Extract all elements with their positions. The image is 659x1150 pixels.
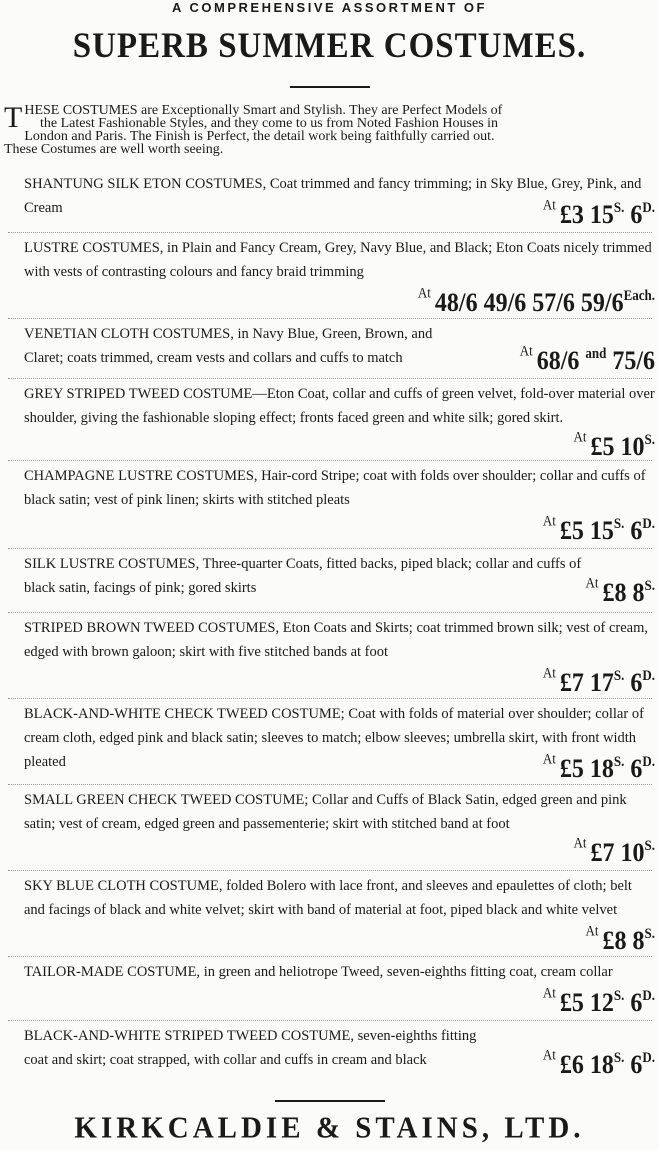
price-at: At — [542, 512, 556, 529]
item-price — [543, 984, 655, 1019]
price-secondary: 6 — [624, 668, 643, 698]
price-secondary: 6 — [624, 754, 643, 784]
price-sup-1: S. — [613, 1048, 625, 1066]
price-at: At — [573, 428, 587, 445]
item-price — [586, 574, 655, 609]
price-main: £5 12 — [559, 988, 614, 1018]
price-sup-2: D. — [642, 1048, 655, 1066]
price-sup-1: S. — [613, 752, 625, 770]
item-price — [574, 834, 655, 869]
item-divider — [8, 378, 652, 379]
item-name: STRIPED BROWN TWEED COSTUMES, — [24, 620, 280, 636]
price-at: At — [542, 1046, 556, 1063]
price-main: £7 17 — [559, 668, 614, 698]
price-main: £5 10 — [590, 432, 645, 462]
item-name: SMALL GREEN CHECK TWEED COSTUME; — [24, 792, 309, 808]
item-name: SHANTUNG SILK ETON COSTUMES, — [24, 176, 267, 192]
item-desc: Eton Coats and Skirts; coat trimmed brown silk; vest of cream, edged with brown galoon; skirt with five stitched bands at foot — [24, 620, 648, 660]
price-main: 68/6 — [536, 346, 580, 376]
price-secondary: 6 — [624, 1050, 643, 1080]
item-name: CHAMPAGNE LUSTRE COSTUMES, — [24, 468, 258, 484]
price-sup-1: S. — [613, 198, 625, 216]
intro-line-4: These Costumes are well worth seeing. — [4, 142, 224, 157]
item-desc: Hair-cord Stripe; coat with folds over shoulder; collar and cuffs of black satin; vest of pink linen; skirts with stitched pleats — [24, 468, 646, 508]
price-sup-2: D. — [642, 752, 655, 770]
item-name: LUSTRE COSTUMES, — [24, 240, 164, 256]
item-name: BLACK-AND-WHITE STRIPED TWEED COSTUME, — [24, 1028, 354, 1044]
price-main: £3 15 — [559, 200, 614, 230]
item-divider — [8, 870, 652, 871]
price-main: 48/6 49/6 57/6 59/6 — [434, 288, 624, 318]
item-desc: folded Bolero with lace front, and sleeves and epaulettes of cloth; belt and facings of black and white velvet; skirt with band of material at foot, piped black and white velvet — [24, 878, 632, 918]
item-desc: Collar and Cuffs of Black Satin, edged green and pink satin; vest of cream, edged green and passementerie; skirt with stitched band at foot — [24, 792, 627, 832]
price-main: £7 10 — [590, 838, 645, 868]
item-desc: Eton Coat, collar and cuffs of green velvet, fold-over material over shoulder, giving the fashionable sloping effect; fronts faced green and white silk; gored skirt. — [24, 386, 655, 426]
item-desc: seven-eighths fitting coat and skirt; coat strapped, with collar and cuffs in cream and black — [24, 1028, 477, 1068]
item-desc: in Navy Blue, Green, Brown, and Claret; coats trimmed, cream vests and collars and cuffs to match — [24, 326, 433, 366]
intro-line-3: London and Paris. The Finish is Perfect, the detail work being faithfully carried out. — [24, 129, 495, 144]
price-at: At — [519, 342, 533, 359]
item-divider — [8, 1020, 652, 1021]
price-main: £5 18 — [559, 754, 614, 784]
headline: SUPERB SUMMER COSTUMES. — [72, 26, 587, 66]
item-price — [543, 750, 655, 785]
price-secondary: 6 — [624, 988, 643, 1018]
price-sup-2: D. — [642, 198, 655, 216]
price-sup-1: S. — [644, 836, 655, 854]
price-sup-1: S. — [644, 576, 655, 594]
price-at: At — [542, 984, 556, 1001]
price-secondary: 75/6 — [612, 346, 655, 376]
price-main: £8 8 — [602, 926, 645, 956]
item-desc: in green and heliotrope Tweed, seven-eighths fitting coat, cream collar — [203, 964, 613, 980]
item-divider — [8, 612, 652, 613]
price-secondary: 6 — [624, 200, 643, 230]
price-sup-2: D. — [642, 986, 655, 1004]
item-name: GREY STRIPED TWEED COSTUME— — [24, 386, 267, 402]
footer-rule — [275, 1100, 385, 1102]
intro-line-1: HESE COSTUMES are Exceptionally Smart and Stylish. They are Perfect Models of — [24, 103, 503, 118]
item-price — [418, 284, 655, 319]
item-name: TAILOR-MADE COSTUME, — [24, 964, 201, 980]
item-name: VENETIAN CLOTH COSTUMES, — [24, 326, 234, 342]
header-rule — [290, 86, 370, 88]
item-divider — [8, 460, 652, 461]
item-divider — [8, 548, 652, 549]
price-sup-2: D. — [642, 666, 655, 684]
price-secondary: 6 — [624, 516, 643, 546]
item-desc: in Plain and Fancy Cream, Grey, Navy Blue, and Black; Eton Coats nicely trimmed with vests of contrasting colours and fancy braid trimming — [24, 240, 652, 280]
item-name: BLACK-AND-WHITE CHECK TWEED COSTUME; — [24, 706, 345, 722]
intro-drop-cap: T — [4, 101, 23, 134]
price-at: At — [573, 834, 587, 851]
price-sup-2: D. — [642, 514, 655, 532]
price-sup-1: S. — [613, 514, 625, 532]
item-desc: Coat with folds of material over shoulder; collar of cream cloth, edged pink and black satin; sleeves to match; elbow sleeves; umbrella skirt, with front width pleated — [24, 706, 644, 770]
price-sup-1: S. — [613, 986, 625, 1004]
item-price — [543, 196, 655, 231]
footer-company-name: KIRKCALDIE & STAINS, LTD. — [74, 1111, 585, 1145]
item-price — [520, 342, 655, 377]
price-main: £8 8 — [602, 578, 645, 608]
price-main: £5 15 — [559, 516, 614, 546]
item-divider — [8, 318, 652, 319]
item-divider — [8, 698, 652, 699]
item-price — [543, 512, 655, 547]
item-desc: Three-quarter Coats, fitted backs, piped black; collar and cuffs of black satin, facings of pink; gored skirts — [24, 556, 582, 596]
item-desc: Coat trimmed and fancy trimming; in Sky Blue, Grey, Pink, and Cream — [24, 176, 642, 216]
item-divider — [8, 956, 652, 957]
topline: A COMPREHENSIVE ASSORTMENT OF — [172, 0, 487, 15]
price-at: At — [585, 922, 599, 939]
price-sup-1: and — [585, 344, 607, 362]
price-at: At — [542, 750, 556, 767]
item-price — [543, 1046, 655, 1081]
price-sup-1: S. — [644, 430, 655, 448]
item-name: SKY BLUE CLOTH COSTUME, — [24, 878, 223, 894]
price-main: £6 18 — [559, 1050, 614, 1080]
price-at: At — [542, 196, 556, 213]
item-price — [586, 922, 655, 957]
intro-line-2: the Latest Fashionable Styles, and they come to us from Noted Fashion Houses in — [40, 116, 499, 131]
item-divider — [8, 232, 652, 233]
price-sup-1: S. — [644, 924, 655, 942]
intro-paragraph — [4, 101, 656, 157]
item-price — [543, 664, 655, 699]
price-at: At — [542, 664, 556, 681]
item-name: SILK LUSTRE COSTUMES, — [24, 556, 200, 572]
price-at: At — [417, 284, 431, 301]
item-divider — [8, 784, 652, 785]
price-sup-1: S. — [613, 666, 625, 684]
price-at: At — [585, 574, 599, 591]
price-sup-1: Each. — [623, 286, 655, 304]
item-price — [574, 428, 655, 463]
